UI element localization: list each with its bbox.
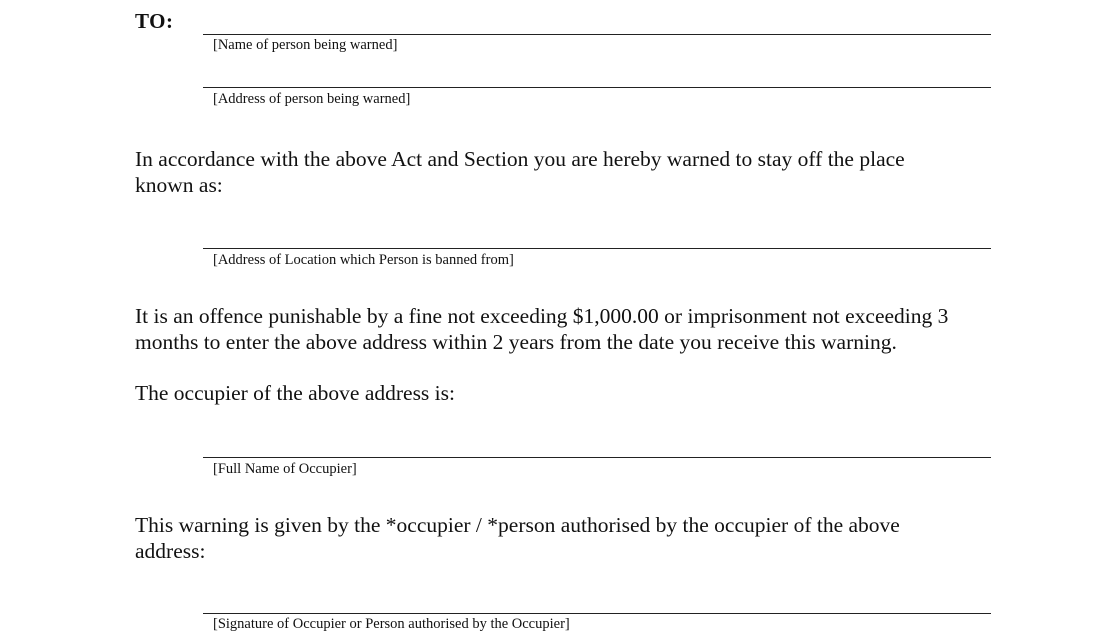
given-by-paragraph-line-1: This warning is given by the *occupier / *person authorised by the occupier of the above bbox=[135, 513, 900, 537]
warning-paragraph bbox=[135, 146, 905, 198]
given-by-paragraph-line-2: address: bbox=[135, 539, 206, 563]
occupier-signature-line bbox=[203, 457, 991, 458]
occupier-paragraph-line-1: The occupier of the above address is: bbox=[135, 381, 455, 405]
occupier-caption: [Full Name of Occupier] bbox=[213, 461, 357, 477]
warning-paragraph-line-1: In accordance with the above Act and Section you are hereby warned to stay off the place bbox=[135, 147, 905, 171]
address-signature-line bbox=[203, 87, 991, 88]
signature-caption: [Signature of Occupier or Person authorised by the Occupier] bbox=[213, 616, 570, 632]
offence-paragraph bbox=[135, 303, 948, 355]
given-by-paragraph bbox=[135, 512, 900, 564]
name-caption: [Name of person being warned] bbox=[213, 37, 398, 53]
occupier-paragraph bbox=[135, 380, 455, 406]
to-label: TO: bbox=[135, 9, 174, 33]
offence-paragraph-line-2: months to enter the above address within 2 years from the date you receive this warning. bbox=[135, 330, 897, 354]
name-signature-line bbox=[203, 34, 991, 35]
offence-paragraph-line-1: It is an offence punishable by a fine not exceeding $1,000.00 or imprisonment not exceeding 3 bbox=[135, 304, 949, 328]
signature-line bbox=[203, 613, 991, 614]
address-caption: [Address of person being warned] bbox=[213, 91, 411, 107]
warning-paragraph-line-2: known as: bbox=[135, 173, 223, 197]
location-caption: [Address of Location which Person is banned from] bbox=[213, 252, 514, 268]
location-signature-line bbox=[203, 248, 991, 249]
